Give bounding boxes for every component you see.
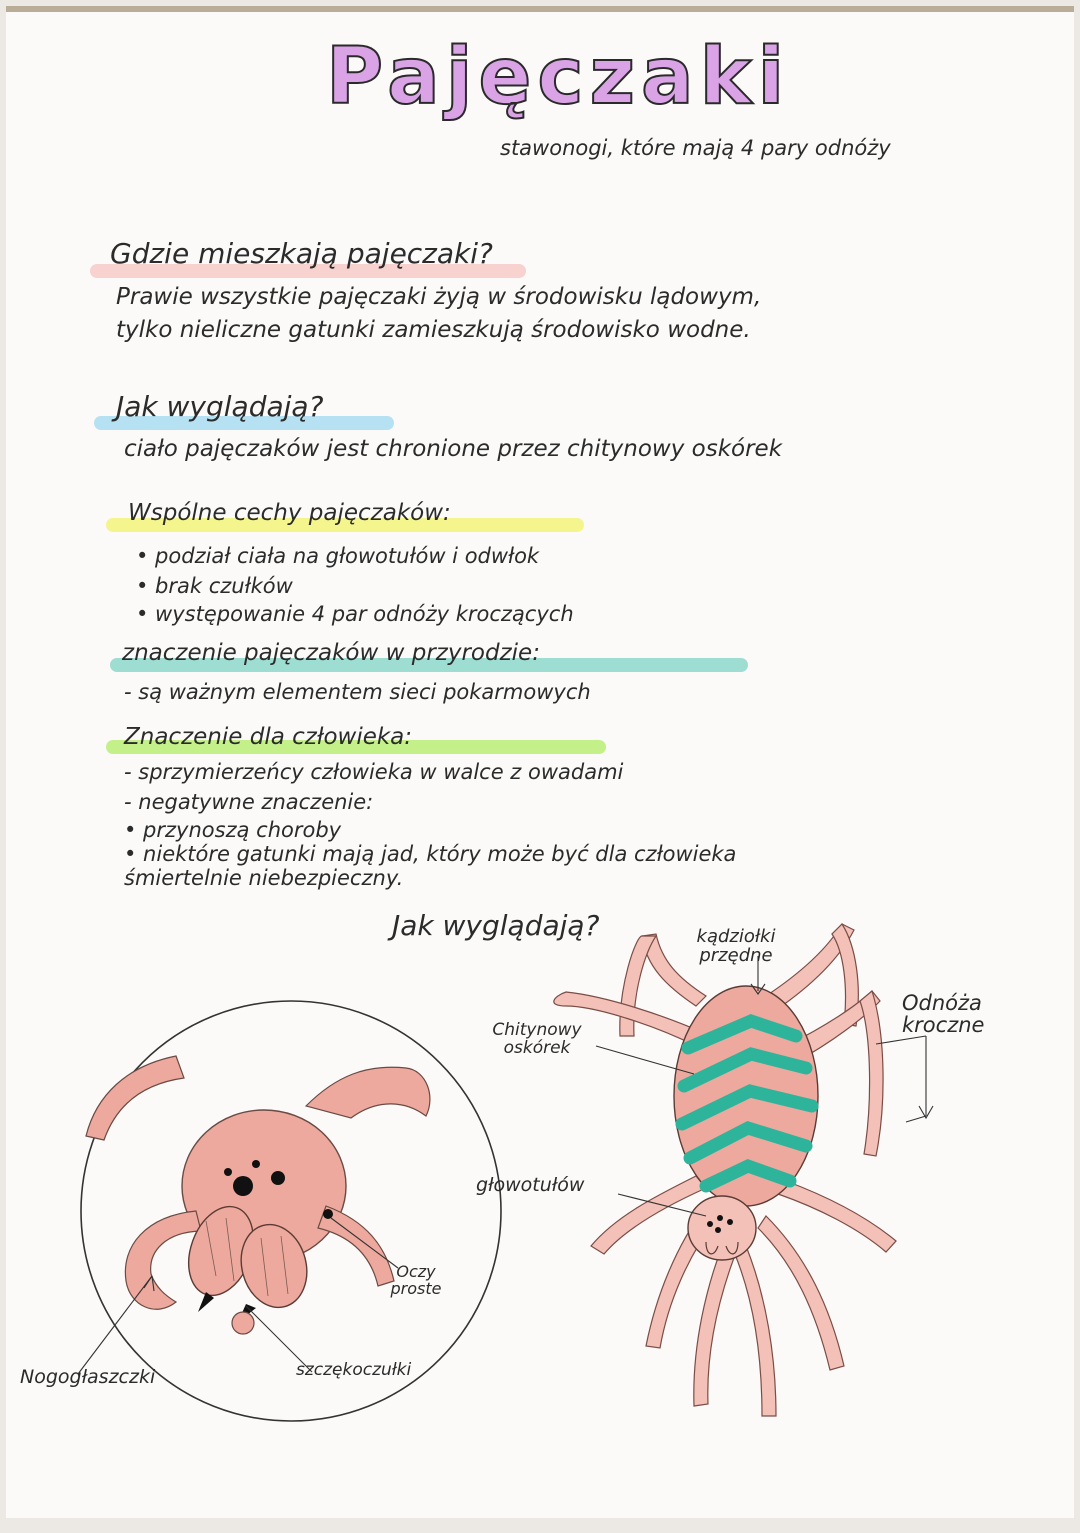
human-heading: Znaczenie dla człowieka:: [124, 724, 413, 750]
label-chitin-cuticle: Chitynowy oskórek: [492, 1020, 582, 1058]
spider-full: [554, 924, 933, 1416]
features-item: • podział ciała na głowotułów i odwłok: [136, 544, 540, 568]
spider-drawings: [6, 6, 1074, 1518]
label-simple-eyes: Oczy proste: [390, 1262, 442, 1298]
diagram-heading: Jak wyglądają?: [392, 909, 600, 942]
human-item: • przynoszą choroby: [124, 818, 342, 842]
label-walking-legs: Odnóża kroczne: [902, 991, 985, 1038]
where-answer-line-2: tylko nieliczne gatunki zamieszkują środowisko wodne.: [116, 317, 751, 343]
label-spinnerets: kądziołki przędne: [696, 926, 776, 966]
where-answer-line-1: Prawie wszystkie pajęczaki żyją w środowisku lądowym,: [116, 284, 762, 310]
look-question: Jak wyglądają?: [116, 390, 324, 423]
features-item: • występowanie 4 par odnóży kroczących: [136, 602, 574, 626]
where-question: Gdzie mieszkają pajęczaki?: [110, 237, 493, 270]
nature-heading: znaczenie pajęczaków w przyrodzie:: [122, 640, 540, 666]
page-subtitle: stawonogi, które mają 4 pary odnóży: [500, 136, 891, 160]
human-item: - negatywne znaczenie:: [124, 790, 374, 814]
spider-head-closeup: [78, 1001, 501, 1421]
label-cephalothorax: głowotułów: [476, 1174, 585, 1196]
label-chelicerae: szczękoczułki: [296, 1360, 412, 1380]
features-heading: Wspólne cechy pajęczaków:: [128, 500, 451, 526]
page-title: Pajęczaki: [326, 32, 791, 122]
features-item: • brak czułków: [136, 574, 293, 598]
human-item: śmiertelnie niebezpieczny.: [124, 866, 404, 890]
look-answer: ciało pajęczaków jest chronione przez chitynowy oskórek: [124, 436, 783, 462]
notebook-page: [6, 6, 1074, 1518]
human-item: • niektóre gatunki mają jad, który może być dla człowieka: [124, 842, 737, 866]
nature-item: - są ważnym elementem sieci pokarmowych: [124, 680, 591, 704]
label-pedipalps: Nogogłaszczki: [20, 1366, 156, 1388]
human-item: - sprzymierzeńcy człowieka w walce z owadami: [124, 760, 624, 784]
